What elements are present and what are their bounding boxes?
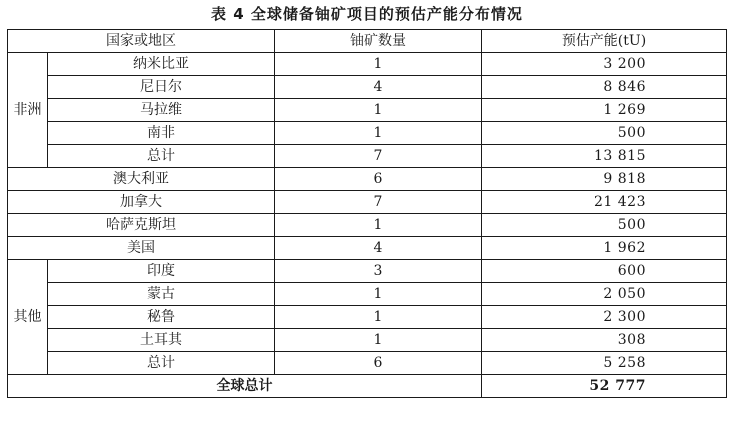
header-row [8,30,727,53]
mine-count: 1 [275,283,482,306]
country-name: 马拉维 [48,99,275,122]
country-name: 加拿大 [8,191,275,214]
table-caption: 表 4 全球储备铀矿项目的预估产能分布情况 [211,5,523,23]
country-name: 南非 [48,122,275,145]
table-row [8,237,727,260]
capacity-value: 3 200 [482,53,727,76]
capacity-value: 9 818 [482,168,727,191]
mine-count: 1 [275,53,482,76]
table-row [8,214,727,237]
country-name: 尼日尔 [48,76,275,99]
mine-count: 1 [275,329,482,352]
grand-total-row [8,375,727,398]
capacity-value: 8 846 [482,76,727,99]
table-row [8,329,727,352]
capacity-value: 1 962 [482,237,727,260]
mine-count: 4 [275,237,482,260]
mine-count: 6 [275,352,482,375]
mine-count: 6 [275,168,482,191]
table-row [8,306,727,329]
grand-total-value: 52 777 [482,375,727,398]
country-name: 秘鲁 [48,306,275,329]
mine-count: 1 [275,99,482,122]
table-row [8,76,727,99]
country-name: 纳米比亚 [48,53,275,76]
grand-total-label: 全球总计 [8,375,482,398]
subtotal-label: 总计 [48,352,275,375]
header-count: 铀矿数量 [275,30,482,53]
country-name: 美国 [8,237,275,260]
capacity-value: 5 258 [482,352,727,375]
country-name: 印度 [48,260,275,283]
uranium-capacity-table [7,29,727,398]
region-other: 其他 [8,260,48,375]
table-row [8,122,727,145]
mine-count: 1 [275,306,482,329]
capacity-value: 2 300 [482,306,727,329]
subtotal-label: 总计 [48,145,275,168]
country-name: 哈萨克斯坦 [8,214,275,237]
country-name: 澳大利亚 [8,168,275,191]
mine-count: 3 [275,260,482,283]
header-country: 国家或地区 [8,30,275,53]
header-capacity: 预估产能(tU) [482,30,727,53]
capacity-value: 21 423 [482,191,727,214]
mine-count: 1 [275,214,482,237]
mine-count: 1 [275,122,482,145]
table-row [8,168,727,191]
table-row [8,283,727,306]
table-row [8,145,727,168]
capacity-value: 308 [482,329,727,352]
mine-count: 7 [275,191,482,214]
table-row [8,352,727,375]
table-row [8,53,727,76]
capacity-value: 1 269 [482,99,727,122]
capacity-value: 600 [482,260,727,283]
table-row [8,191,727,214]
mine-count: 7 [275,145,482,168]
table-row [8,260,727,283]
mine-count: 4 [275,76,482,99]
capacity-value: 13 815 [482,145,727,168]
capacity-value: 2 050 [482,283,727,306]
country-name: 蒙古 [48,283,275,306]
country-name: 土耳其 [48,329,275,352]
capacity-value: 500 [482,214,727,237]
region-africa: 非洲 [8,53,48,168]
table-row [8,99,727,122]
capacity-value: 500 [482,122,727,145]
